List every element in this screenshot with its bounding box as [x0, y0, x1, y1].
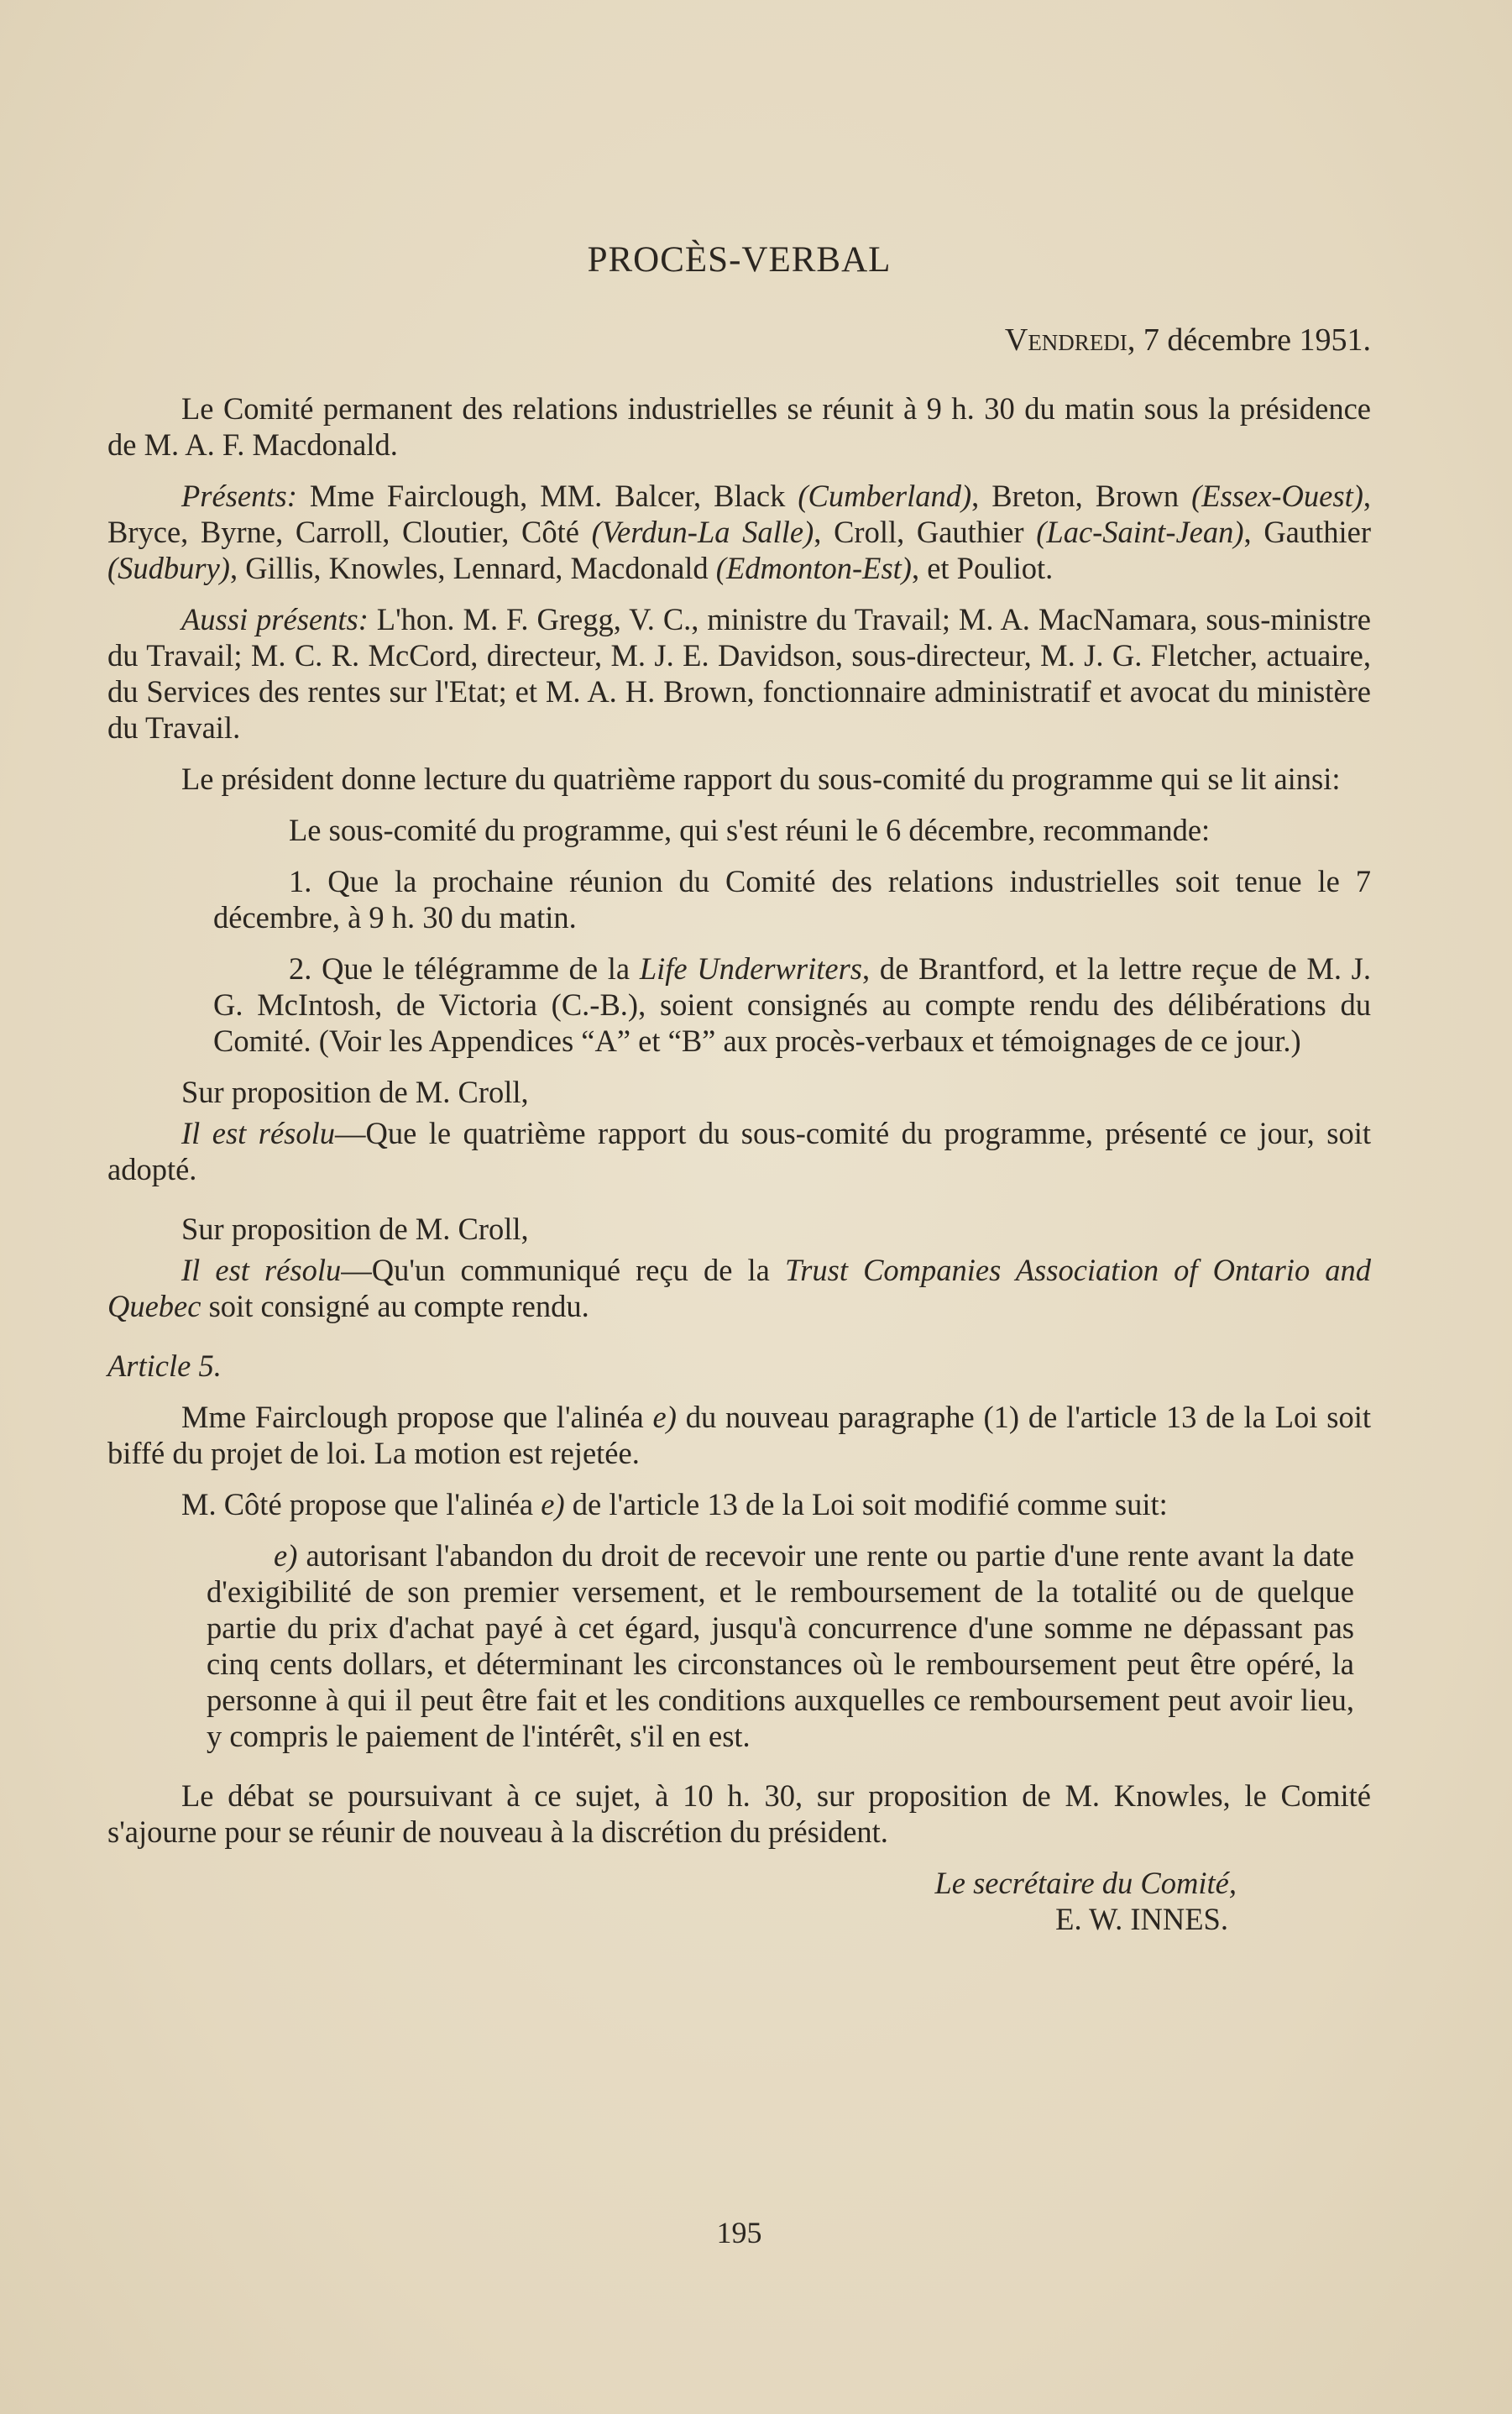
resolution-2: Il est résolu—Qu'un communiqué reçu de la Trust Companies Association of Ontario and Quebec soit consigné au compte rendu. — [107, 1253, 1372, 1323]
resolution-1: Il est résolu—Que le quatrième rapport du sous-comité du programme, présenté ce jour, soit adopté. — [107, 1116, 1371, 1186]
amendment-text: e) autorisant l'abandon du droit de recevoir une rente ou partie d'une rente avant la date d'exigibilité de son premier versement, et le remboursement de la totalité ou de quelque partie du prix d'achat payé à cet égard, jusqu'à concurrence d'une somme ne dépassant pas cinq cents dollars, et déterminant les circonstances où le remboursement peut être opéré, la personne à qui il peut être fait et les conditions auxquelles ce remboursement peut avoir lieu, y compris le paiement de l'intérêt, s'il en est. — [207, 1538, 1354, 1753]
page-title: PROCÈS-VERBAL — [587, 240, 892, 280]
aussi-presents-paragraph: Aussi présents: L'hon. M. F. Gregg, V. C., ministre du Travail; M. A. MacNamara, sous-ministre du Travail; M. C. R. McCord, directeur, M. J. E. Davidson, sous-directeur, M. J. G. Fletcher, actuaire, du Services des rentes sur l'Etat; et M. A. H. Brown, fonctionnaire administratif et avocat du ministère du Travail. — [107, 602, 1372, 745]
opening-paragraph: Le Comité permanent des relations industrielles se réunit à 9 h. 30 du matin sous la présidence de M. A. F. Macdonald. — [107, 391, 1371, 462]
cote-motion: M. Côté propose que l'alinéa e) de l'article 13 de la Loi soit modifié comme suit: — [181, 1487, 1168, 1521]
report-item-1: 1. Que la prochaine réunion du Comité des relations industrielles soit tenue le 7 décembre, à 9 h. 30 du matin. — [213, 864, 1371, 935]
presents-paragraph: Présents: Mme Fairclough, MM. Balcer, Black (Cumberland), Breton, Brown (Essex-Ouest), Bryce, Byrne, Carroll, Cloutier, Côté (Verdun-La Salle), Croll, Gauthier (Lac-Saint-Jean), Gauthier (Sudbury), Gillis, Knowles, Lennard, Macdonald (Edmonton-Est), et Pouliot. — [107, 479, 1372, 585]
secretary-name: E. W. INNES. — [1055, 1902, 1228, 1936]
meeting-date — [1005, 322, 1371, 359]
debate-adjournment: Le débat se poursuivant à ce sujet, à 10 h. 30, sur proposition de M. Knowles, le Comité s'ajourne pour se réunir de nouveau à la discrétion du président. — [107, 1778, 1371, 1849]
subcommittee-report — [213, 812, 1371, 1059]
date-rest: , 7 décembre 1951. — [1127, 322, 1371, 358]
report-intro: Le sous-comité du programme, qui s'est réuni le 6 décembre, recommande: — [289, 813, 1211, 847]
secretary-role: Le secrétaire du Comité, — [934, 1866, 1237, 1900]
presents-label: Présents: — [181, 479, 297, 513]
minutes-body — [107, 390, 1371, 1937]
proposition-croll-2: Sur proposition de M. Croll, — [181, 1212, 529, 1246]
article-heading: Article 5. — [107, 1348, 222, 1383]
proposition-croll-1: Sur proposition de M. Croll, — [181, 1075, 529, 1109]
fairclough-motion: Mme Fairclough propose que l'alinéa e) du nouveau paragraphe (1) de l'article 13 de la Loi soit biffé du projet de loi. La motion est rejetée. — [107, 1400, 1371, 1470]
aussi-presents-label: Aussi présents: — [181, 602, 369, 636]
report-item-2: 2. Que le télégramme de la Life Underwriters, de Brantford, et la lettre reçue de M. J. G. McIntosh, de Victoria (C.-B.), soient consignés au compte rendu des délibérations du Comité. (Voir les Appendices “A” et “B” aux procès-verbaux et témoignages de ce jour.) — [213, 951, 1371, 1058]
president-paragraph: Le président donne lecture du quatrième rapport du sous-comité du programme qui se lit ainsi: — [181, 762, 1341, 796]
date-day: Vendredi — [1004, 322, 1127, 358]
page-number: 195 — [716, 2216, 762, 2249]
